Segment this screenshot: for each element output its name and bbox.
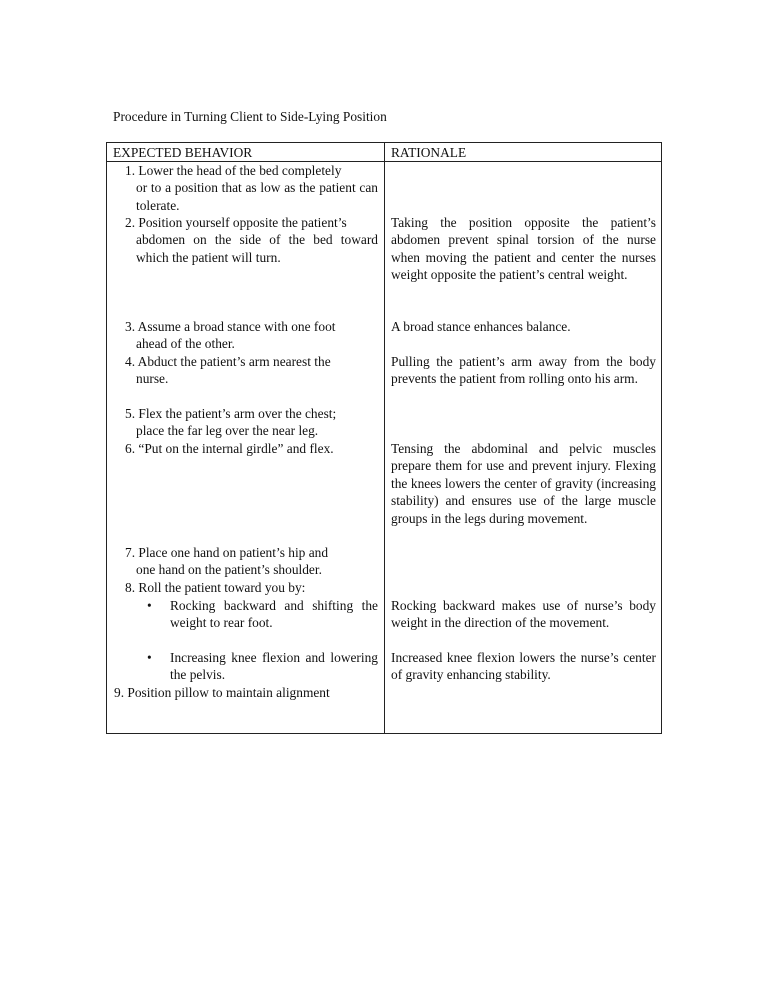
rationale-step-8-rocking: Rocking backward makes use of nurse’s body weight in the direction of the movement.	[391, 598, 656, 631]
rationale-step-3: A broad stance enhances balance.	[391, 319, 571, 334]
step-4-rest: nurse.	[136, 371, 169, 387]
bullet-text: Increasing knee flexion and lowering the pelvis.	[170, 650, 378, 683]
step-1-first-line: 1. Lower the head of the bed completely	[125, 163, 342, 178]
header-rationale: RATIONALE	[391, 145, 467, 160]
step-1	[125, 162, 378, 214]
step-9: 9. Position pillow to maintain alignment	[114, 685, 330, 700]
step-4-first-line: 4. Abduct the patient’s arm nearest the	[125, 354, 331, 369]
bullet-dot: •	[147, 598, 152, 613]
step-1-rest: or to a position that as low as the patient can tolerate.	[136, 180, 378, 213]
step-3	[125, 318, 378, 353]
bullet-text: Rocking backward and shifting the weight to rear foot.	[170, 598, 378, 631]
rationale-step-4: Pulling the patient’s arm away from the body prevents the patient from rolling onto his arm.	[391, 354, 656, 387]
step-5	[125, 405, 378, 440]
step-8-bullet-1	[107, 597, 384, 637]
step-2-rest: abdomen on the side of the bed toward which the patient will turn.	[136, 232, 378, 265]
step-6: 6. “Put on the internal girdle” and flex.	[125, 441, 334, 456]
step-3-rest: ahead of the other.	[136, 336, 235, 352]
step-7	[125, 544, 378, 579]
step-8: 8. Roll the patient toward you by:	[125, 580, 306, 595]
step-7-first-line: 7. Place one hand on patient’s hip and	[125, 545, 329, 560]
step-2	[125, 214, 378, 266]
step-2-first-line: 2. Position yourself opposite the patient’s	[125, 215, 347, 230]
step-5-first-line: 5. Flex the patient’s arm over the chest;	[125, 406, 337, 421]
header-expected-behavior: EXPECTED BEHAVIOR	[113, 145, 253, 160]
rationale-step-2: Taking the position opposite the patient’s abdomen prevent spinal torsion of the nurse when moving the patient and center the nurses weight opposite the patient’s central weight.	[391, 215, 656, 283]
document-title: Procedure in Turning Client to Side-Lying Position	[113, 109, 387, 124]
step-4	[125, 353, 378, 388]
step-8-bullet-2	[107, 649, 384, 689]
step-3-first-line: 3. Assume a broad stance with one foot	[125, 319, 336, 334]
bullet-dot: •	[147, 650, 152, 665]
rationale-step-8-knee: Increased knee flexion lowers the nurse’s center of gravity enhancing stability.	[391, 650, 656, 683]
step-5-rest: place the far leg over the near leg.	[136, 423, 319, 439]
column-divider	[384, 143, 385, 733]
procedure-table	[106, 142, 662, 734]
rationale-step-6: Tensing the abdominal and pelvic muscles prepare them for use and prevent injury. Flexing the knees lowers the center of gravity (increasing stability) and ensures use of the large muscle groups in the legs during movement.	[391, 441, 656, 526]
step-7-rest: one hand on the patient’s shoulder.	[136, 562, 322, 578]
